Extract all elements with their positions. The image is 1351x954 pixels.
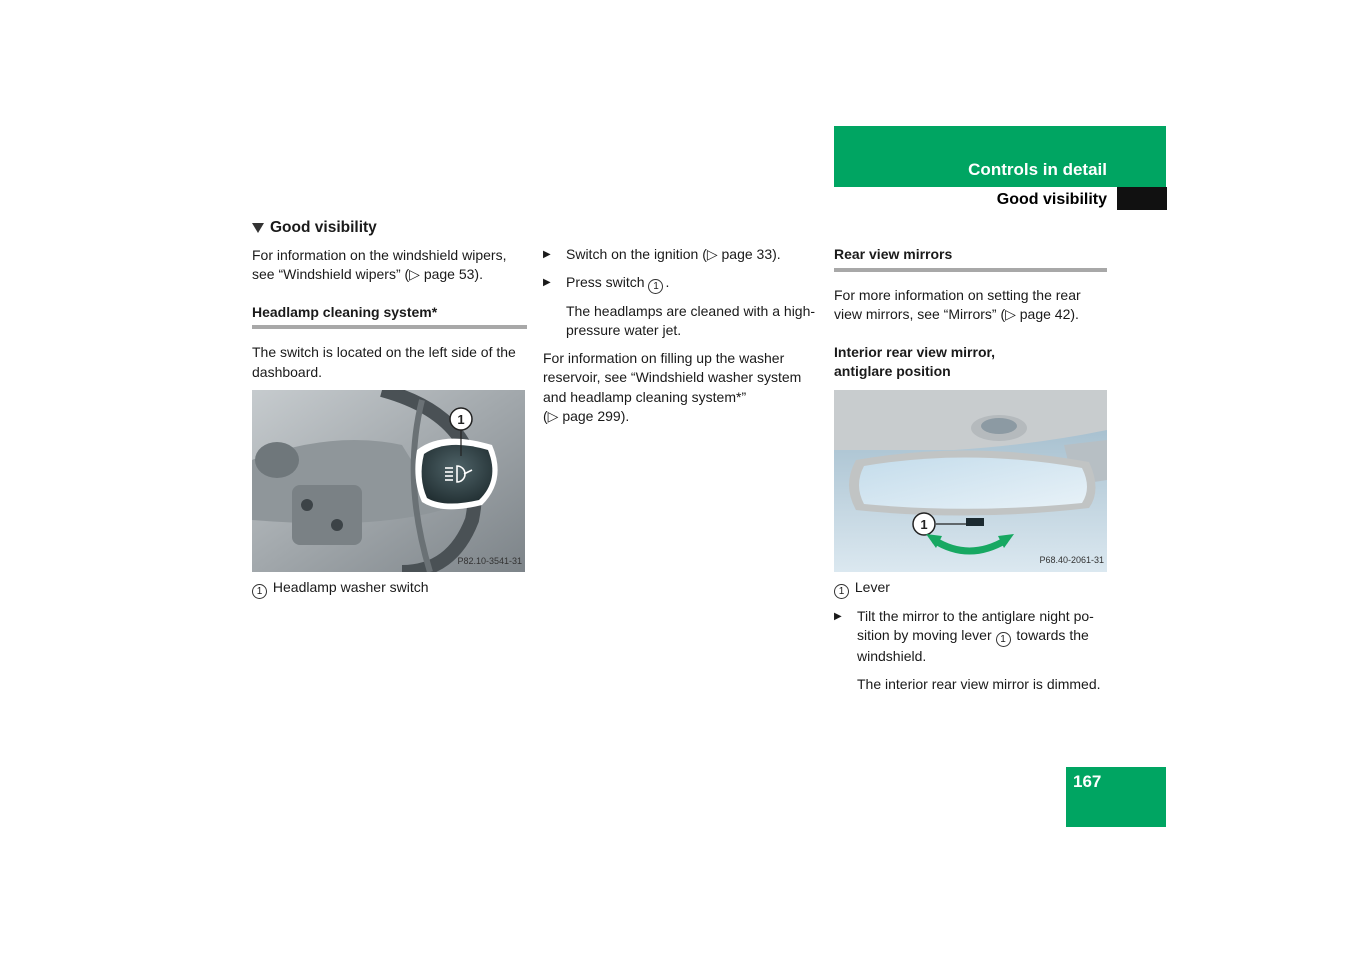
section-heading-text: Good visibility [270, 219, 377, 236]
mirror-illustration [834, 390, 1107, 572]
figure-callout-1: 1 [457, 412, 465, 427]
figure-caption [252, 578, 527, 599]
rear-view-mirrors-heading: Rear view mirrors [834, 245, 1107, 272]
switch-location-text: The switch is located on the left side of the dashboard. [252, 344, 516, 380]
callout-number: 1 [996, 632, 1011, 647]
section-marker [1117, 187, 1167, 210]
page-number: 167 [1073, 772, 1102, 791]
column-left [252, 218, 527, 607]
chapter-title: Controls in detail [968, 160, 1107, 179]
column-middle [543, 245, 818, 435]
washer-info: For information on filling up the washer reservoir, see “Windshield washer system and headlamp cleaning system*” (▷ page 299). [543, 349, 802, 424]
step-result: The interior rear view mirror is dimmed. [857, 675, 1101, 692]
dashboard-figure [252, 390, 525, 572]
step-text: Press switch 1 . [566, 273, 670, 292]
bullet-arrow-icon: ▶ [543, 249, 551, 260]
bullet-arrow-icon: ▶ [834, 610, 842, 622]
figure-code: P68.40-2061-31 [1039, 555, 1104, 565]
headlamp-cleaning-heading: Headlamp cleaning system* [252, 303, 527, 330]
triangle-down-icon [252, 223, 264, 233]
figure-caption [834, 578, 1109, 599]
mirror-figure [834, 390, 1107, 572]
callout-number: 1 [648, 279, 663, 294]
callout-number: 1 [834, 584, 849, 599]
step-ignition [543, 245, 818, 265]
interior-mirror-heading: Interior rear view mirror, antiglare position [834, 343, 996, 379]
bullet-arrow-icon: ▶ [543, 276, 551, 288]
wipers-intro: For information on the windshield wipers, see “Windshield wipers” (▷ page 53). [252, 246, 507, 282]
mirrors-intro: For more information on setting the rear view mirrors, see “Mirrors” (▷ page 42). [834, 286, 1081, 322]
section-title: Good visibility [996, 191, 1107, 208]
figure-callout-1: 1 [920, 516, 928, 532]
caption-text: Lever [854, 578, 890, 595]
column-right [834, 245, 1109, 702]
figure-code: P82.10-3541-31 [457, 555, 522, 566]
callout-number: 1 [252, 584, 267, 599]
step-text: Switch on the ignition (▷ page 33). [566, 246, 781, 262]
section-heading [252, 218, 527, 238]
dashboard-illustration [252, 390, 525, 572]
caption-text: Headlamp washer switch [272, 579, 429, 595]
step-result: The headlamps are cleaned with a high-pressure water jet. [566, 302, 816, 338]
step-text: Tilt the mirror to the antiglare night position by moving lever 1 towards the windshield. [857, 607, 1094, 664]
step-press-switch [543, 273, 818, 294]
step-tilt-mirror [834, 607, 1109, 667]
